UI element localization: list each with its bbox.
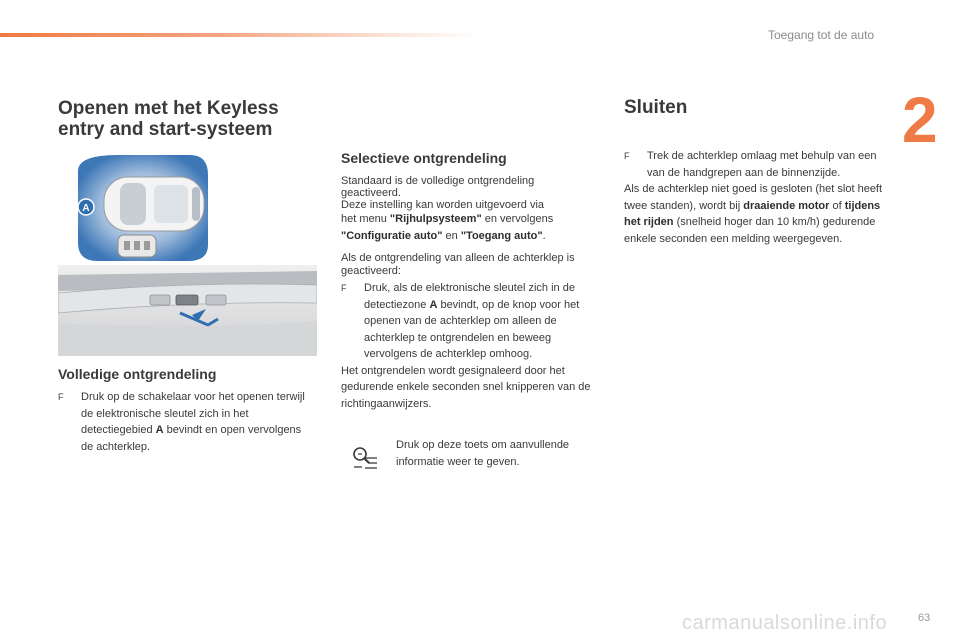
zone-label-a: A xyxy=(82,203,90,214)
selective-p2: Als de ontgrendeling van alleen de achterklep is geactiveerd: xyxy=(341,252,575,277)
keyless-illustration-svg xyxy=(58,153,317,356)
page-title-line2: entry and start-systeem xyxy=(58,119,273,140)
watermark: carmanualsonline.info xyxy=(682,612,888,634)
full-unlock-text xyxy=(58,389,308,455)
close-paragraph: Als de achterklep niet goed is gesloten (het slot heeft twee standen), wordt bij draaiende motor of tijdens het rijden (snelheid hoger dan 10 km/h) gedurende enkele seconden een melding weergegeven. xyxy=(624,183,883,245)
page-title xyxy=(58,98,279,140)
info-note-text: Druk op deze toets om aanvullende informatie weer te geven. xyxy=(396,439,570,468)
selective-unlock-text xyxy=(341,175,607,412)
header-section-title: Toegang tot de auto xyxy=(768,28,875,42)
close-text xyxy=(624,148,886,247)
info-note-icon xyxy=(350,445,380,473)
close-title: Sluiten xyxy=(624,97,688,118)
keyless-illustration xyxy=(58,153,317,356)
chapter-number: 2 xyxy=(902,84,938,156)
selective-bullet: F Druk, als de elektronische sleutel zich in de detectiezone A bevindt, op de knop voor het openen van de achterklep om alleen de achterklep te ontgrendelen en beweeg vervolgens de achterklep omhoog. xyxy=(341,282,580,360)
selective-p3: Het ontgrendelen wordt gesignaleerd door het gedurende enkele seconden snel knipperen van de richtingaanwijzers. xyxy=(341,364,591,410)
key-fob xyxy=(118,235,156,257)
close-bullet: F Trek de achterklep omlaag met behulp van een van de handgrepen aan de binnenzijde. xyxy=(624,150,877,179)
bullet-mark: F xyxy=(58,392,64,402)
page-title-line1: Openen met het Keyless xyxy=(58,98,279,119)
car-top-view xyxy=(104,177,204,231)
selective-p1-menu: het menu "Rijhulpsysteem" en vervolgens "Configuratie auto" en "Toegang auto". xyxy=(341,213,554,242)
full-unlock-bullet: F Druk op de schakelaar voor het openen terwijl de elektronische sleutel zich in het detectiegebied A bevindt en open vervolgens de achterklep. xyxy=(58,391,305,453)
tailgate-closeup xyxy=(58,265,317,356)
page-number: 63 xyxy=(918,612,931,624)
selective-p1: Standaard is de volledige ontgrendeling geactiveerd. Deze instelling kan worden uitgevoerd via xyxy=(341,175,545,211)
full-unlock-title: Volledige ontgrendeling xyxy=(58,366,217,382)
selective-unlock-title: Selectieve ontgrendeling xyxy=(341,150,507,166)
header-accent-bar xyxy=(0,33,480,37)
